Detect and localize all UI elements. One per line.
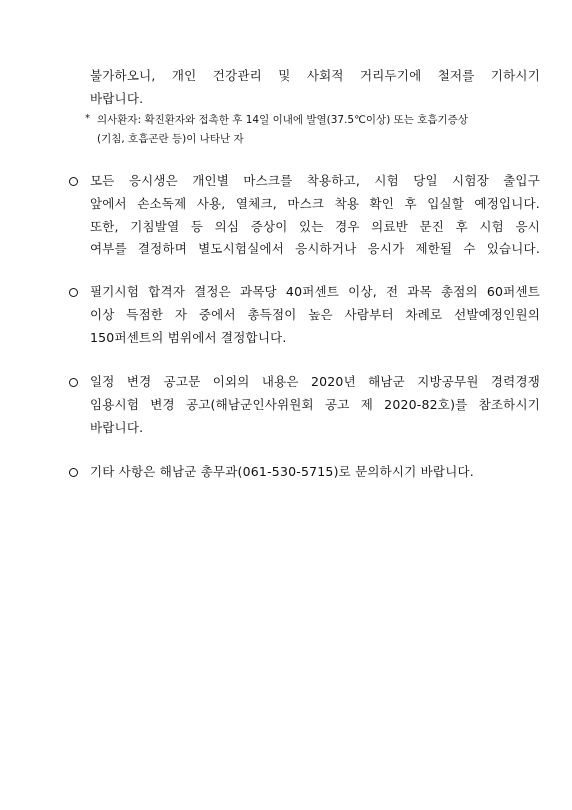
asterisk-marker: * (85, 113, 90, 124)
bullet-1-line-4: 여부를 결정하며 별도시험실에서 응시하거나 응시가 제한될 수 있습니다. (90, 241, 540, 256)
bullet-4-line-1: 기타 사항은 해남군 총무과(061-530-5715)로 문의하시기 바랍니다. (90, 464, 474, 479)
bullet-1-line-1: 모든 응시생은 개인별 마스크를 착용하고, 시험 당일 시험장 출입구 (90, 173, 540, 188)
bullet-1-line-2: 앞에서 손소독제 사용, 열체크, 마스크 착용 확인 후 입실할 예정입니다. (90, 196, 540, 211)
intro-line-1: 불가하오니, 개인 건강관리 및 사회적 거리두기에 철저를 기하시기 (90, 68, 540, 83)
circle-bullet-icon (69, 288, 78, 297)
bullet-1-line-3: 또한, 기침발열 등 의심 증상이 있는 경우 의료반 문진 후 시험 응시 (90, 219, 540, 234)
bullet-3-line-1: 일정 변경 공고문 이외의 내용은 2020년 해남군 지방공무원 경력경쟁 (90, 374, 540, 389)
bullet-3-line-3: 바랍니다. (90, 420, 144, 435)
bullet-2-line-2: 이상 득점한 자 중에서 총득점이 높은 사람부터 차례로 선발예정인원의 (90, 307, 540, 322)
intro-line-2: 바랍니다. (90, 91, 144, 106)
footnote-line-2: (기침, 호흡곤란 등)이 나타난 자 (97, 133, 244, 145)
bullet-2-line-1: 필기시험 합격자 결정은 과목당 40퍼센트 이상, 전 과목 총점의 60퍼센트 (90, 284, 540, 299)
footnote-line-1: 의사환자: 확진환자와 접촉한 후 14일 이내에 발열(37.5℃이상) 또는 호흡기증상 (97, 114, 468, 126)
circle-bullet-icon (69, 468, 78, 477)
circle-bullet-icon (69, 177, 78, 186)
bullet-3-line-2: 임용시험 변경 공고(해남군인사위원회 공고 제 2020-82호)를 참조하시기 (90, 397, 540, 412)
circle-bullet-icon (69, 378, 78, 387)
bullet-2-line-3: 150퍼센트의 범위에서 결정합니다. (90, 330, 287, 345)
